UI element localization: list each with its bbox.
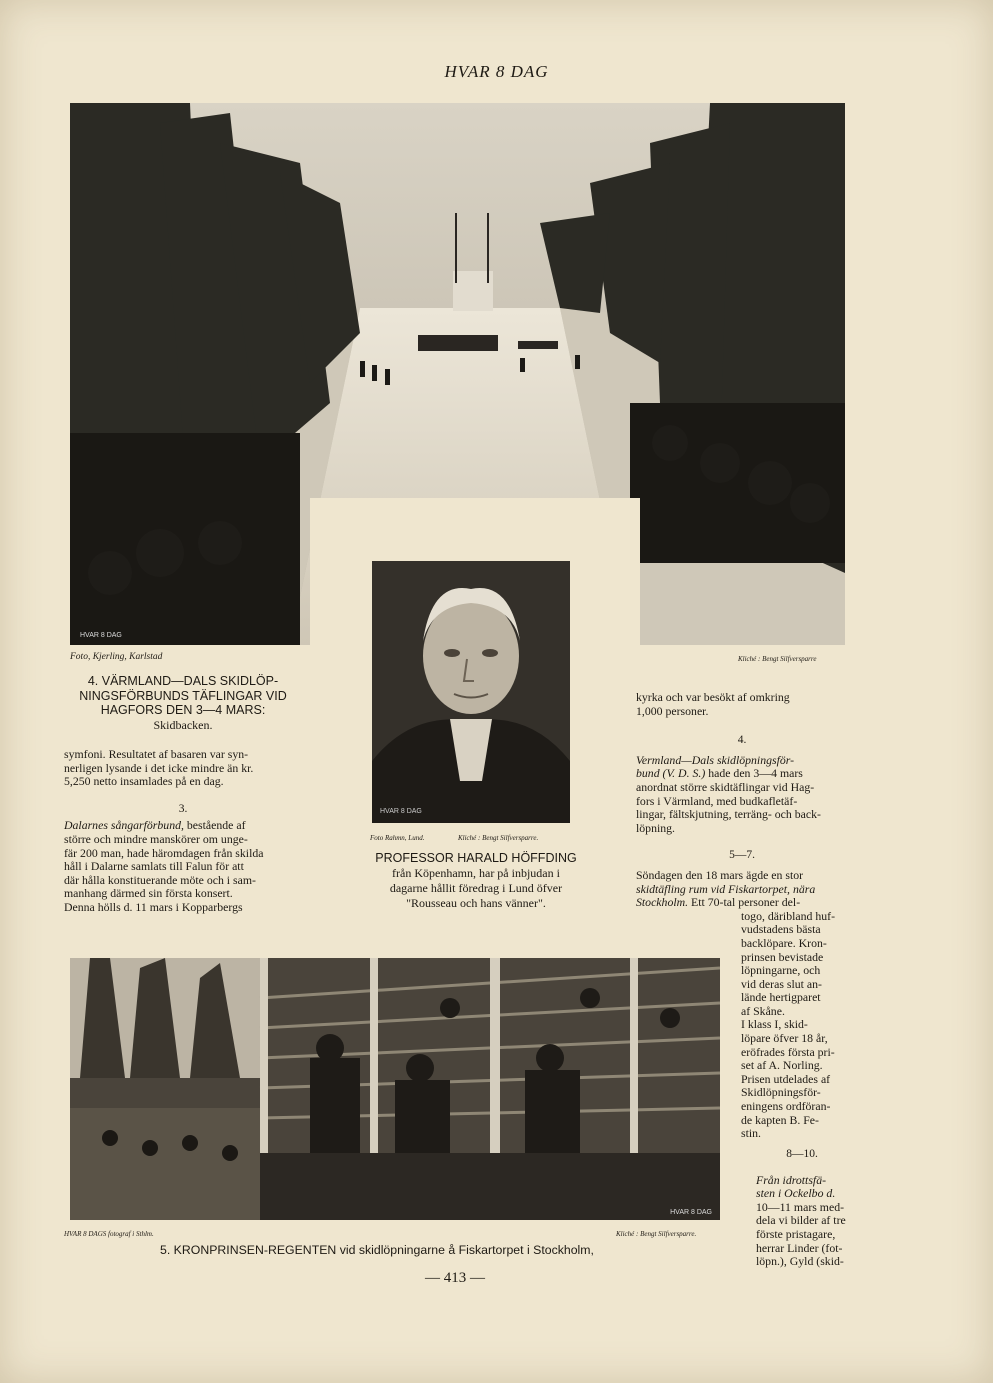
- section-3-number: 3.: [178, 802, 188, 815]
- section-3-line7: Denna hölls d. 11 mars i Kopparbergs: [64, 899, 243, 914]
- section-8-10-line: sten i Ockelbo d.: [756, 1186, 836, 1201]
- portrait-photo: [372, 561, 570, 823]
- portrait-caption-title: PROFESSOR HARALD HÖFFDING: [375, 851, 577, 865]
- narrow-line: lände hertigparet: [741, 990, 821, 1005]
- section-4-number: 4.: [737, 734, 747, 747]
- section-8-10-line: 10—11 mars med-: [756, 1199, 845, 1214]
- section-3-first-line: [64, 819, 302, 833]
- grandstand-photo-credit: HVAR 8 DAGS fotograf i Sthlm.: [64, 1230, 154, 1238]
- right-line1: kyrka och var besökt af omkring: [636, 690, 790, 704]
- section-3-line1: bestående af: [183, 818, 246, 833]
- section-4-line5: löpning.: [636, 820, 675, 835]
- narrow-line: togo, däribland huf-: [741, 908, 836, 923]
- grandstand-watermark: HVAR 8 DAG: [670, 1209, 712, 1216]
- section-8-10-line: förste pristagare,: [756, 1226, 836, 1241]
- section-4-lead1: Vermland—Dals skidlöpningsför-: [636, 752, 795, 767]
- right-line2: 1,000 personer.: [636, 703, 709, 718]
- narrow-line: de kapten B. Fe-: [741, 1112, 819, 1127]
- portrait-caption: [330, 851, 622, 911]
- portrait-caption-line1: från Köpenhamn, har på inbjudan i: [392, 866, 560, 880]
- ski-jump-caption-sub: Skidbacken.: [153, 717, 213, 732]
- section-3-lead: Dalarnes sångarförbund,: [64, 818, 184, 833]
- section-5-7-third-line: [636, 896, 848, 910]
- section-8-10-line: löpn.), Gyld (skid-: [756, 1254, 844, 1269]
- section-5-7-line2: Ett 70-tal personer del-: [688, 895, 801, 910]
- section-4-line3: fors i Värmland, med budkafletäf-: [636, 793, 798, 808]
- ski-jump-caption: [62, 674, 304, 732]
- section-8-10: [756, 1148, 848, 1269]
- narrow-line: vid deras slut an-: [741, 976, 822, 991]
- portrait-cliche-credit: Kliché : Bengt Silfversparre.: [458, 834, 539, 842]
- section-5-7-lead1: skidtäfling rum vid Fiskartorpet, nära: [636, 881, 816, 896]
- narrow-line: vudstadens bästa: [741, 922, 821, 937]
- portrait-caption-line3: "Rousseau och hans vänner".: [406, 896, 546, 910]
- running-header: HVAR 8 DAG: [444, 62, 549, 81]
- narrow-line: Skidlöpningsför-: [741, 1085, 821, 1100]
- narrow-line: eningens ordföran-: [741, 1099, 831, 1114]
- section-3-line4: håll i Dalarne samlats till Falun för att: [64, 859, 244, 874]
- ski-jump-caption-line2: NINGSFÖRBUNDS TÄFLINGAR VID: [79, 688, 287, 703]
- grandstand-photo: [70, 958, 720, 1220]
- section-8-10-line: herrar Linder (fot-: [756, 1240, 843, 1255]
- narrow-line: backlöpare. Kron-: [741, 935, 827, 950]
- section-8-10-number: 8—10.: [786, 1148, 818, 1160]
- left-para1-line3: 5,250 netto insamlades på en dag.: [64, 774, 224, 789]
- narrow-line: set af A. Norling.: [741, 1058, 823, 1073]
- section-3-line2: större och mindre manskörer om unge-: [64, 831, 248, 846]
- narrow-line: prinsen bevistade: [741, 949, 824, 964]
- section-8-10-line: dela vi bilder af tre: [756, 1213, 846, 1228]
- narrow-line: stin.: [741, 1126, 761, 1141]
- portrait-photo-credit: Foto Rahmn, Lund.: [370, 834, 425, 842]
- section-3-line3: fär 200 man, hade häromdagen från skilda: [64, 845, 264, 860]
- ski-jump-cliche-credit: Kliché : Bengt Silfversparre: [738, 655, 817, 663]
- portrait-watermark: HVAR 8 DAG: [380, 808, 422, 815]
- ski-jump-caption-line3: HAGFORS DEN 3—4 MARS:: [100, 703, 266, 717]
- ski-jump-watermark: HVAR 8 DAG: [80, 632, 122, 639]
- portrait-caption-line2: dagarne hållit föredrag i Lund öfver: [389, 881, 563, 895]
- narrow-line: af Skåne.: [741, 1003, 785, 1018]
- narrow-column: [741, 910, 848, 1141]
- grandstand-caption: 5. KRONPRINSEN-REGENTEN vid skidlöpningarne å Fiskartorpet i Stockholm,: [160, 1243, 594, 1257]
- ski-jump-caption-line1: 4. VÄRMLAND—DALS SKIDLÖP-: [87, 674, 279, 688]
- ski-jump-photo-credit: Foto, Kjerling, Karlstad: [70, 652, 163, 662]
- section-3-line6: manhang därmed sin första konsert.: [64, 886, 233, 901]
- section-5-7-lead2: Stockholm.: [636, 895, 689, 910]
- left-para1-line2: nerligen lysande i det icke mindre än kr.: [64, 760, 254, 775]
- section-5-7-line1: Söndagen den 18 mars ägde en stor: [636, 867, 804, 882]
- section-4-line2: anordnat större skidtäflingar vid Hag-: [636, 779, 815, 794]
- section-4-line1: hade den 3—4 mars: [705, 766, 803, 781]
- section-4-line4: lingar, fältskjutning, terräng- och back-: [636, 807, 821, 822]
- narrow-line: löpare öfver 18 år,: [741, 1031, 828, 1046]
- page-number: — 413 —: [425, 1270, 485, 1286]
- left-para1-line1: symfoni. Resultatet af basaren var syn-: [64, 747, 249, 761]
- narrow-line: I klass I, skid-: [741, 1017, 808, 1032]
- narrow-line: löpningarne, och: [741, 963, 821, 978]
- narrow-line: Prisen utdelades af: [741, 1071, 831, 1086]
- section-4-lead2: bund (V. D. S.): [636, 766, 706, 781]
- grandstand-cliche-credit: Kliché : Bengt Silfversparre.: [616, 1230, 697, 1238]
- section-5-7-number: 5—7.: [729, 849, 755, 862]
- narrow-line: eröfrades första pri-: [741, 1044, 835, 1059]
- section-8-10-line: Från idrottsfä-: [756, 1172, 827, 1187]
- section-3-line5: där hålla konstituerande möte och i sam-: [64, 872, 256, 887]
- section-4-second-line: [636, 767, 848, 781]
- left-column: [64, 748, 302, 915]
